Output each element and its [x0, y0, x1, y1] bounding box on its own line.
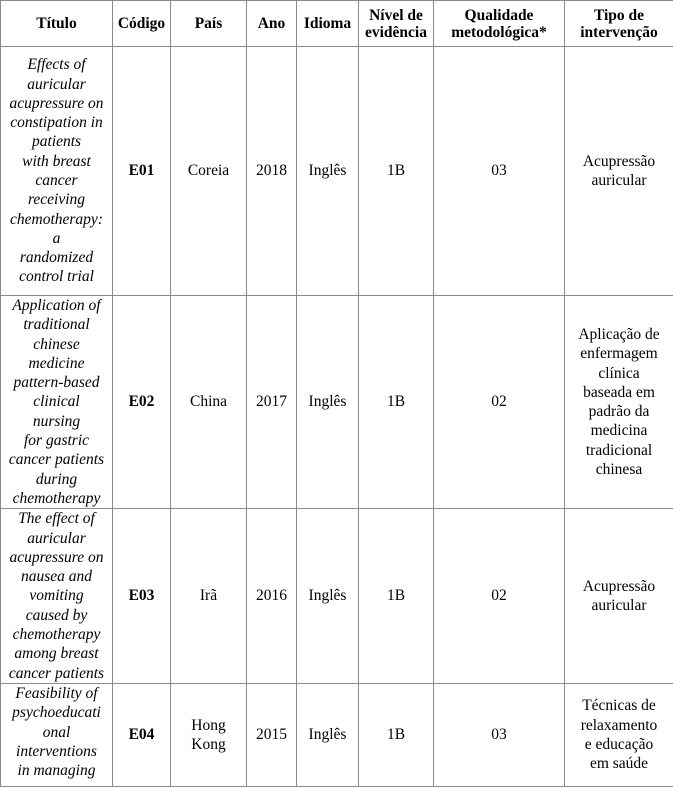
titulo-line: caused by — [1, 606, 112, 625]
header-ano: Ano — [247, 1, 297, 47]
tipo-line: Acupressão — [565, 577, 673, 596]
cell-idioma: Inglês — [297, 683, 359, 786]
cell-codigo: E02 — [113, 296, 171, 509]
titulo-line: vomiting — [1, 586, 112, 605]
table-row — [1, 683, 673, 786]
tipo-line: baseada em — [565, 383, 673, 402]
titulo-line: psychoeducati — [1, 703, 112, 722]
cell-pais: China — [171, 296, 247, 509]
header-tipo — [565, 1, 673, 47]
cell-ano: 2015 — [247, 683, 297, 786]
cell-tipo — [565, 47, 673, 296]
tipo-line: Técnicas de — [565, 696, 673, 715]
cell-titulo — [1, 509, 113, 684]
tipo-line: Acupressão — [565, 152, 673, 171]
tipo-line: chinesa — [565, 460, 673, 479]
titulo-line: during — [1, 470, 112, 489]
tipo-line: e educação — [565, 735, 673, 754]
cell-pais: Irã — [171, 509, 247, 684]
cell-qualidade: 03 — [434, 47, 565, 296]
header-tipo-line1: Tipo de — [594, 7, 644, 24]
cell-nivel: 1B — [359, 509, 434, 684]
titulo-line: The effect of — [1, 509, 112, 528]
cell-codigo: E01 — [113, 47, 171, 296]
titulo-line: patients — [1, 132, 112, 151]
header-nivel-line1: Nível de — [369, 7, 423, 24]
tipo-line: relaxamento — [565, 716, 673, 735]
pais-line1: Hong — [191, 717, 225, 734]
cell-ano: 2018 — [247, 47, 297, 296]
cell-tipo — [565, 683, 673, 786]
cell-pais: Coreia — [171, 47, 247, 296]
tipo-line: enfermagem — [565, 344, 673, 363]
titulo-line: chemotherapy — [1, 625, 112, 644]
tipo-line: auricular — [565, 596, 673, 615]
cell-pais — [171, 683, 247, 786]
table-row — [1, 296, 673, 509]
cell-idioma: Inglês — [297, 509, 359, 684]
cell-codigo: E04 — [113, 683, 171, 786]
titulo-line: in managing — [1, 761, 112, 780]
titulo-line: chinese — [1, 335, 112, 354]
titulo-line: Application of — [1, 296, 112, 315]
table-row — [1, 47, 673, 296]
titulo-line: receiving — [1, 190, 112, 209]
tipo-line: Aplicação de — [565, 325, 673, 344]
header-qualidade-line2: metodológica* — [451, 24, 547, 41]
cell-qualidade: 02 — [434, 296, 565, 509]
titulo-line: acupressure on — [1, 548, 112, 567]
pais-line2: Kong — [191, 736, 225, 753]
titulo-line: auricular — [1, 529, 112, 548]
titulo-line: clinical — [1, 392, 112, 411]
titulo-line: cancer patients — [1, 664, 112, 683]
cell-titulo — [1, 47, 113, 296]
tipo-line: auricular — [565, 171, 673, 190]
tipo-line: medicina — [565, 421, 673, 440]
titulo-line: auricular — [1, 75, 112, 94]
header-nivel — [359, 1, 434, 47]
header-titulo: Título — [1, 1, 113, 47]
tipo-line: em saúde — [565, 754, 673, 773]
header-qualidade — [434, 1, 565, 47]
titulo-line: acupressure on — [1, 94, 112, 113]
cell-tipo — [565, 296, 673, 509]
titulo-line: cancer — [1, 171, 112, 190]
titulo-line: onal — [1, 723, 112, 742]
cell-codigo: E03 — [113, 509, 171, 684]
cell-nivel: 1B — [359, 296, 434, 509]
titulo-line: nursing — [1, 412, 112, 431]
header-row — [1, 1, 673, 47]
tipo-line: padrão da — [565, 402, 673, 421]
header-idioma: Idioma — [297, 1, 359, 47]
titulo-line: with breast — [1, 152, 112, 171]
titulo-line: nausea and — [1, 567, 112, 586]
header-pais: País — [171, 1, 247, 47]
cell-ano: 2017 — [247, 296, 297, 509]
titulo-line: control trial — [1, 267, 112, 286]
titulo-line: for gastric — [1, 431, 112, 450]
cell-titulo — [1, 683, 113, 786]
cell-ano: 2016 — [247, 509, 297, 684]
titulo-line: randomized — [1, 248, 112, 267]
titulo-line: chemotherapy — [1, 489, 112, 508]
titulo-line: Feasibility of — [1, 684, 112, 703]
cell-qualidade: 03 — [434, 683, 565, 786]
titulo-line: constipation in — [1, 113, 112, 132]
header-tipo-line2: intervenção — [580, 24, 657, 41]
tipo-line: clínica — [565, 364, 673, 383]
titulo-line: a — [1, 229, 112, 248]
titulo-line: pattern-based — [1, 373, 112, 392]
titulo-line: Effects of — [1, 55, 112, 74]
cell-qualidade: 02 — [434, 509, 565, 684]
cell-tipo — [565, 509, 673, 684]
cell-titulo — [1, 296, 113, 509]
titulo-line: among breast — [1, 644, 112, 663]
header-nivel-line2: evidência — [365, 24, 427, 41]
titulo-line: cancer patients — [1, 450, 112, 469]
cell-nivel: 1B — [359, 47, 434, 296]
tipo-line: tradicional — [565, 441, 673, 460]
cell-nivel: 1B — [359, 683, 434, 786]
titulo-line: medicine — [1, 354, 112, 373]
cell-idioma: Inglês — [297, 47, 359, 296]
table-row — [1, 509, 673, 684]
cell-idioma: Inglês — [297, 296, 359, 509]
titulo-line: traditional — [1, 315, 112, 334]
titulo-line: chemotherapy: — [1, 210, 112, 229]
header-codigo: Código — [113, 1, 171, 47]
header-qualidade-line1: Qualidade — [465, 7, 534, 24]
titulo-line: interventions — [1, 742, 112, 761]
